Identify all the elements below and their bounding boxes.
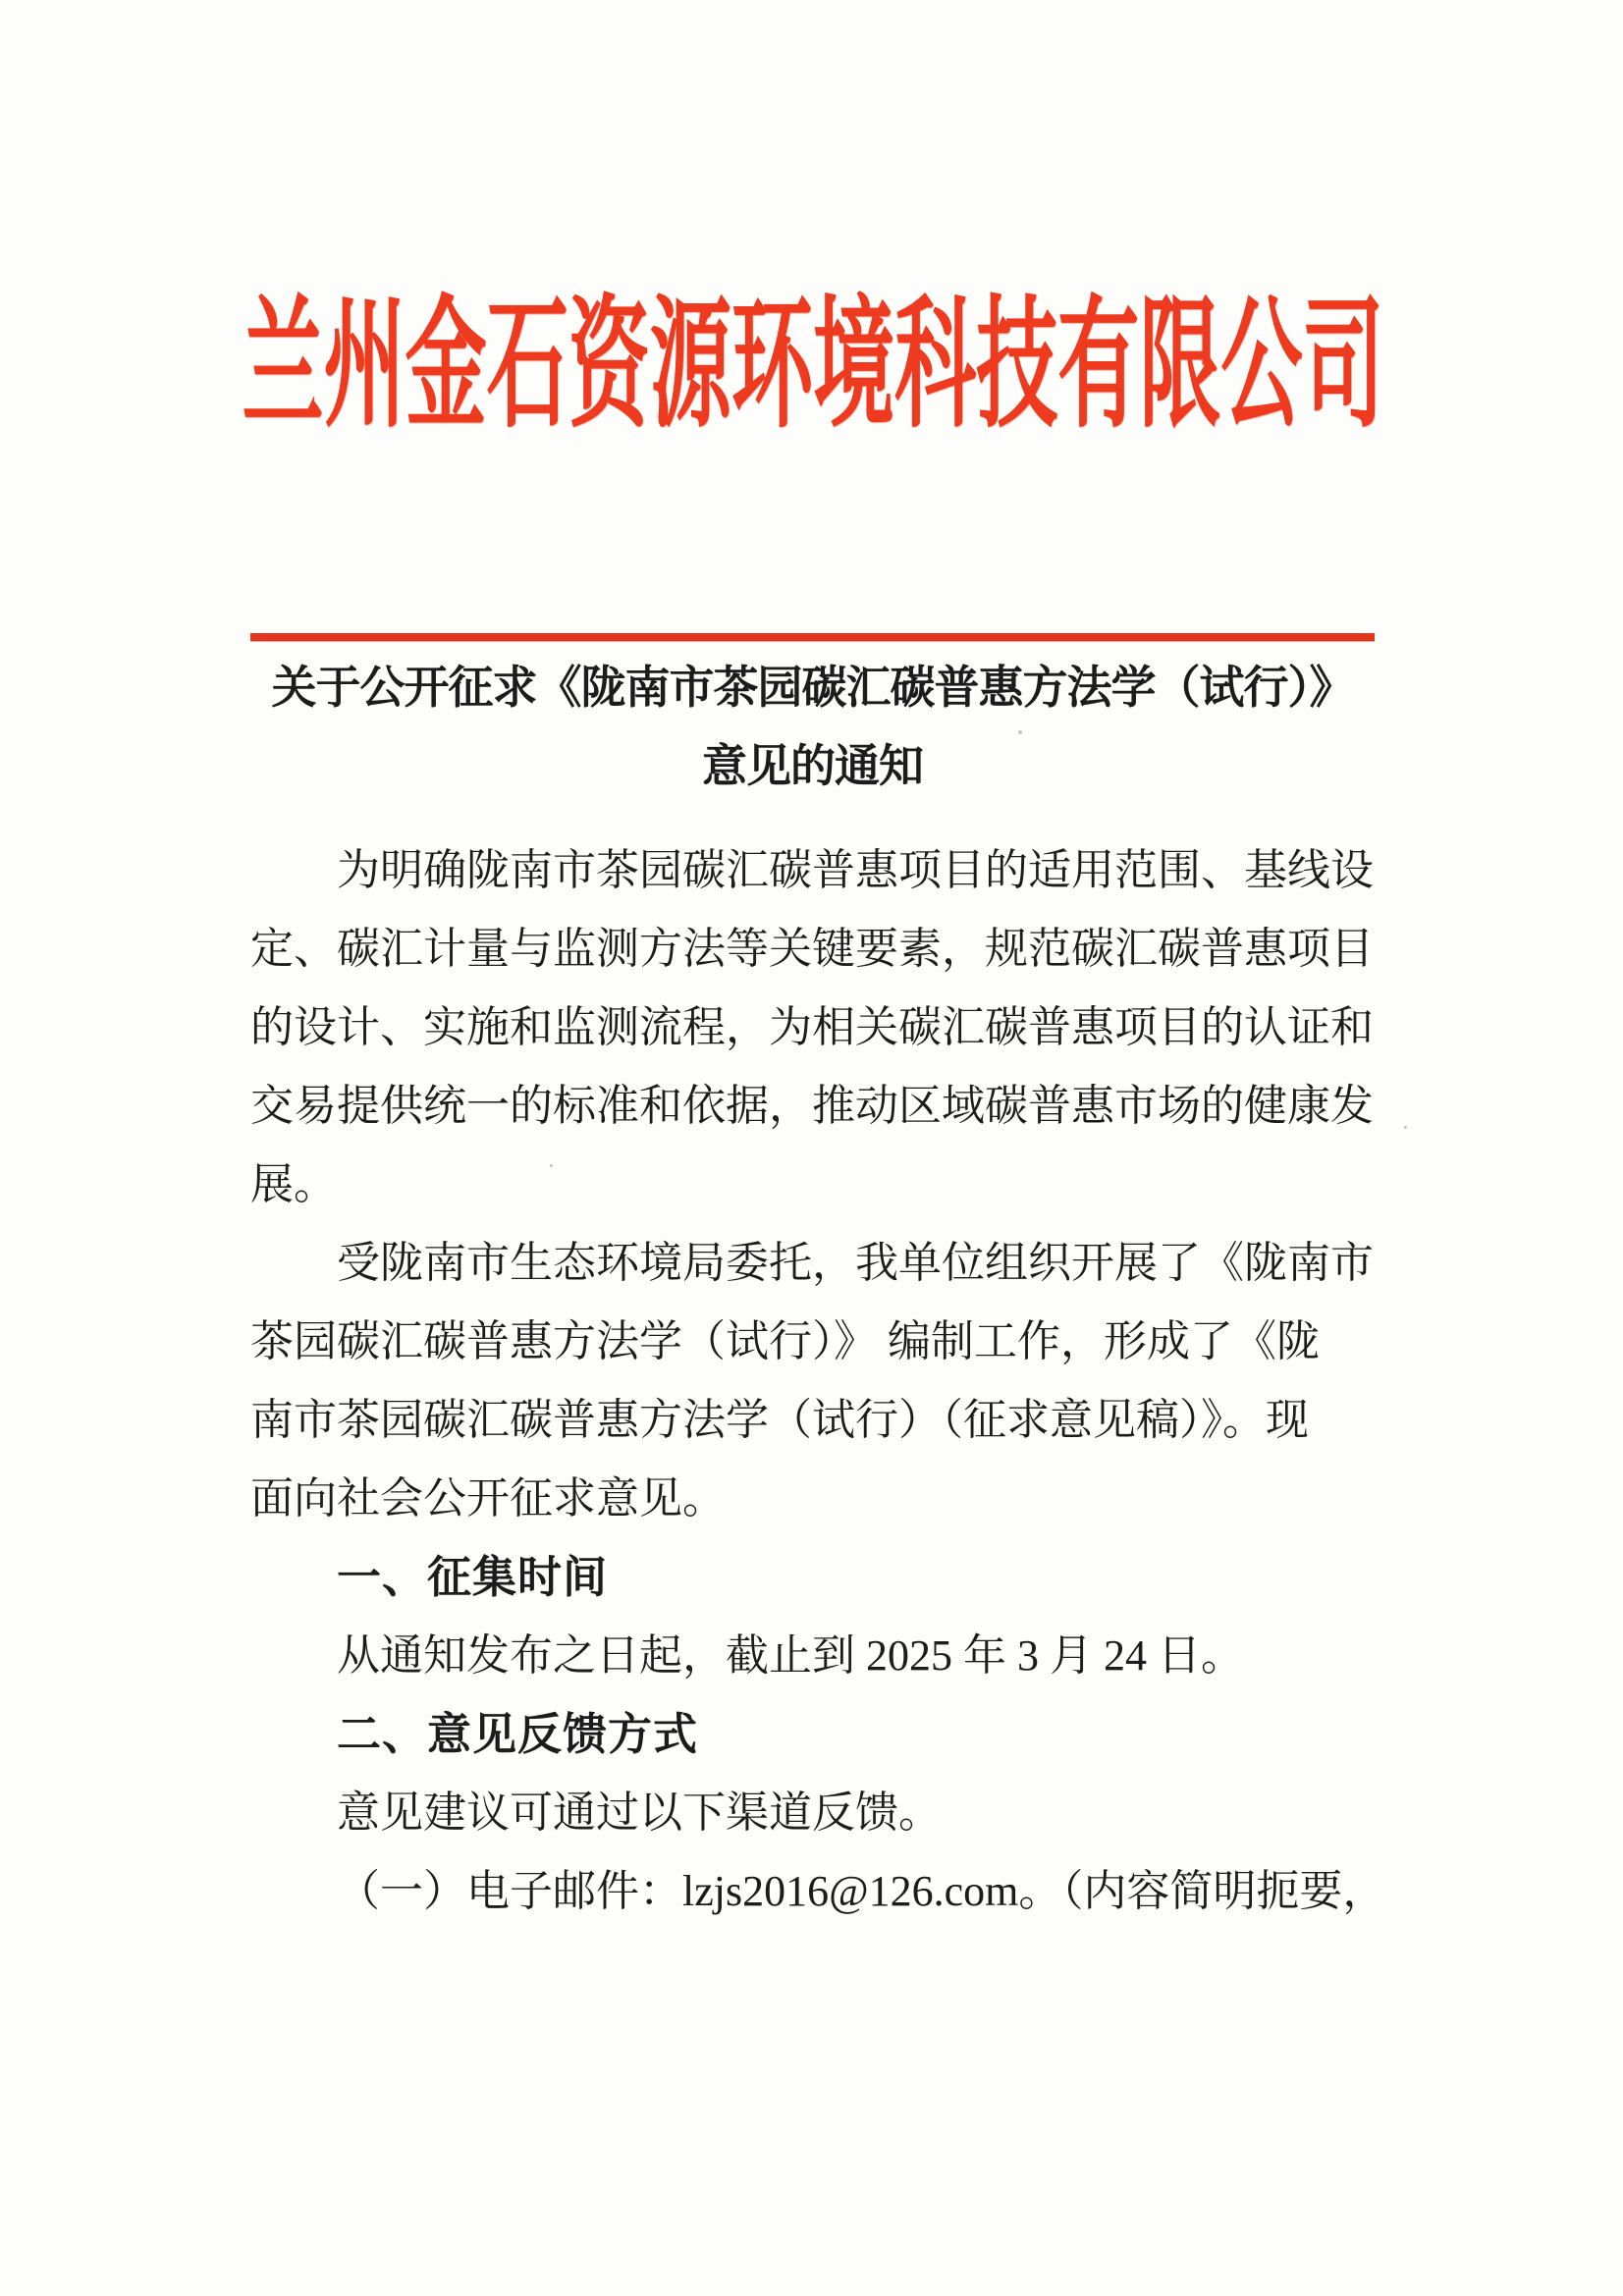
notice-body — [250, 831, 1386, 1931]
document-line: 展。 — [250, 1160, 337, 1208]
document-line: 为明确陇南市茶园碳汇碳普惠项目的适用范围、基线设 — [337, 846, 1374, 894]
document-line: 的设计、实施和监测流程，为相关碳汇碳普惠项目的认证和 — [250, 1003, 1374, 1051]
document-line: 南市茶园碳汇碳普惠方法学（试行）（征求意见稿）》。现 — [250, 1396, 1309, 1444]
company-letterhead: 兰州金石资源环境科技有限公司 — [242, 286, 1383, 445]
scan-speck — [1018, 730, 1022, 734]
document-line-email: （一）电子邮件：lzjs2016@126.com。（内容简明扼要， — [337, 1867, 1386, 1915]
document-line: 定、碳汇计量与监测方法等关键要素，规范碳汇碳普惠项目 — [250, 925, 1374, 973]
scan-speck — [1404, 1126, 1407, 1129]
document-line: 茶园碳汇碳普惠方法学（试行）》 编制工作，形成了《陇 — [250, 1317, 1320, 1365]
document-line: 从通知发布之日起，截止到 2025 年 3 月 24 日。 — [337, 1631, 1244, 1680]
notice-title — [250, 649, 1375, 806]
notice-title-line1: 关于公开征求《陇南市茶园碳汇碳普惠方法学（试行）》 — [271, 663, 1354, 713]
scan-speck — [550, 1164, 553, 1167]
letterhead-divider-rule — [250, 633, 1375, 641]
page-content — [0, 263, 1623, 1931]
document-line: 交易提供统一的标准和依据，推动区域碳普惠市场的健康发 — [250, 1082, 1374, 1130]
notice-title-line2: 意见的通知 — [702, 741, 923, 791]
letterhead-banner — [242, 263, 1383, 445]
section-heading-feedback-method: 二、意见反馈方式 — [337, 1709, 699, 1759]
document-line: 受陇南市生态环境局委托，我单位组织开展了《陇南市 — [337, 1239, 1374, 1287]
document-line: 意见建议可通过以下渠道反馈。 — [337, 1789, 942, 1837]
document-line: 面向社会公开征求意见。 — [250, 1474, 726, 1522]
section-heading-collection-time: 一、征集时间 — [337, 1552, 609, 1602]
